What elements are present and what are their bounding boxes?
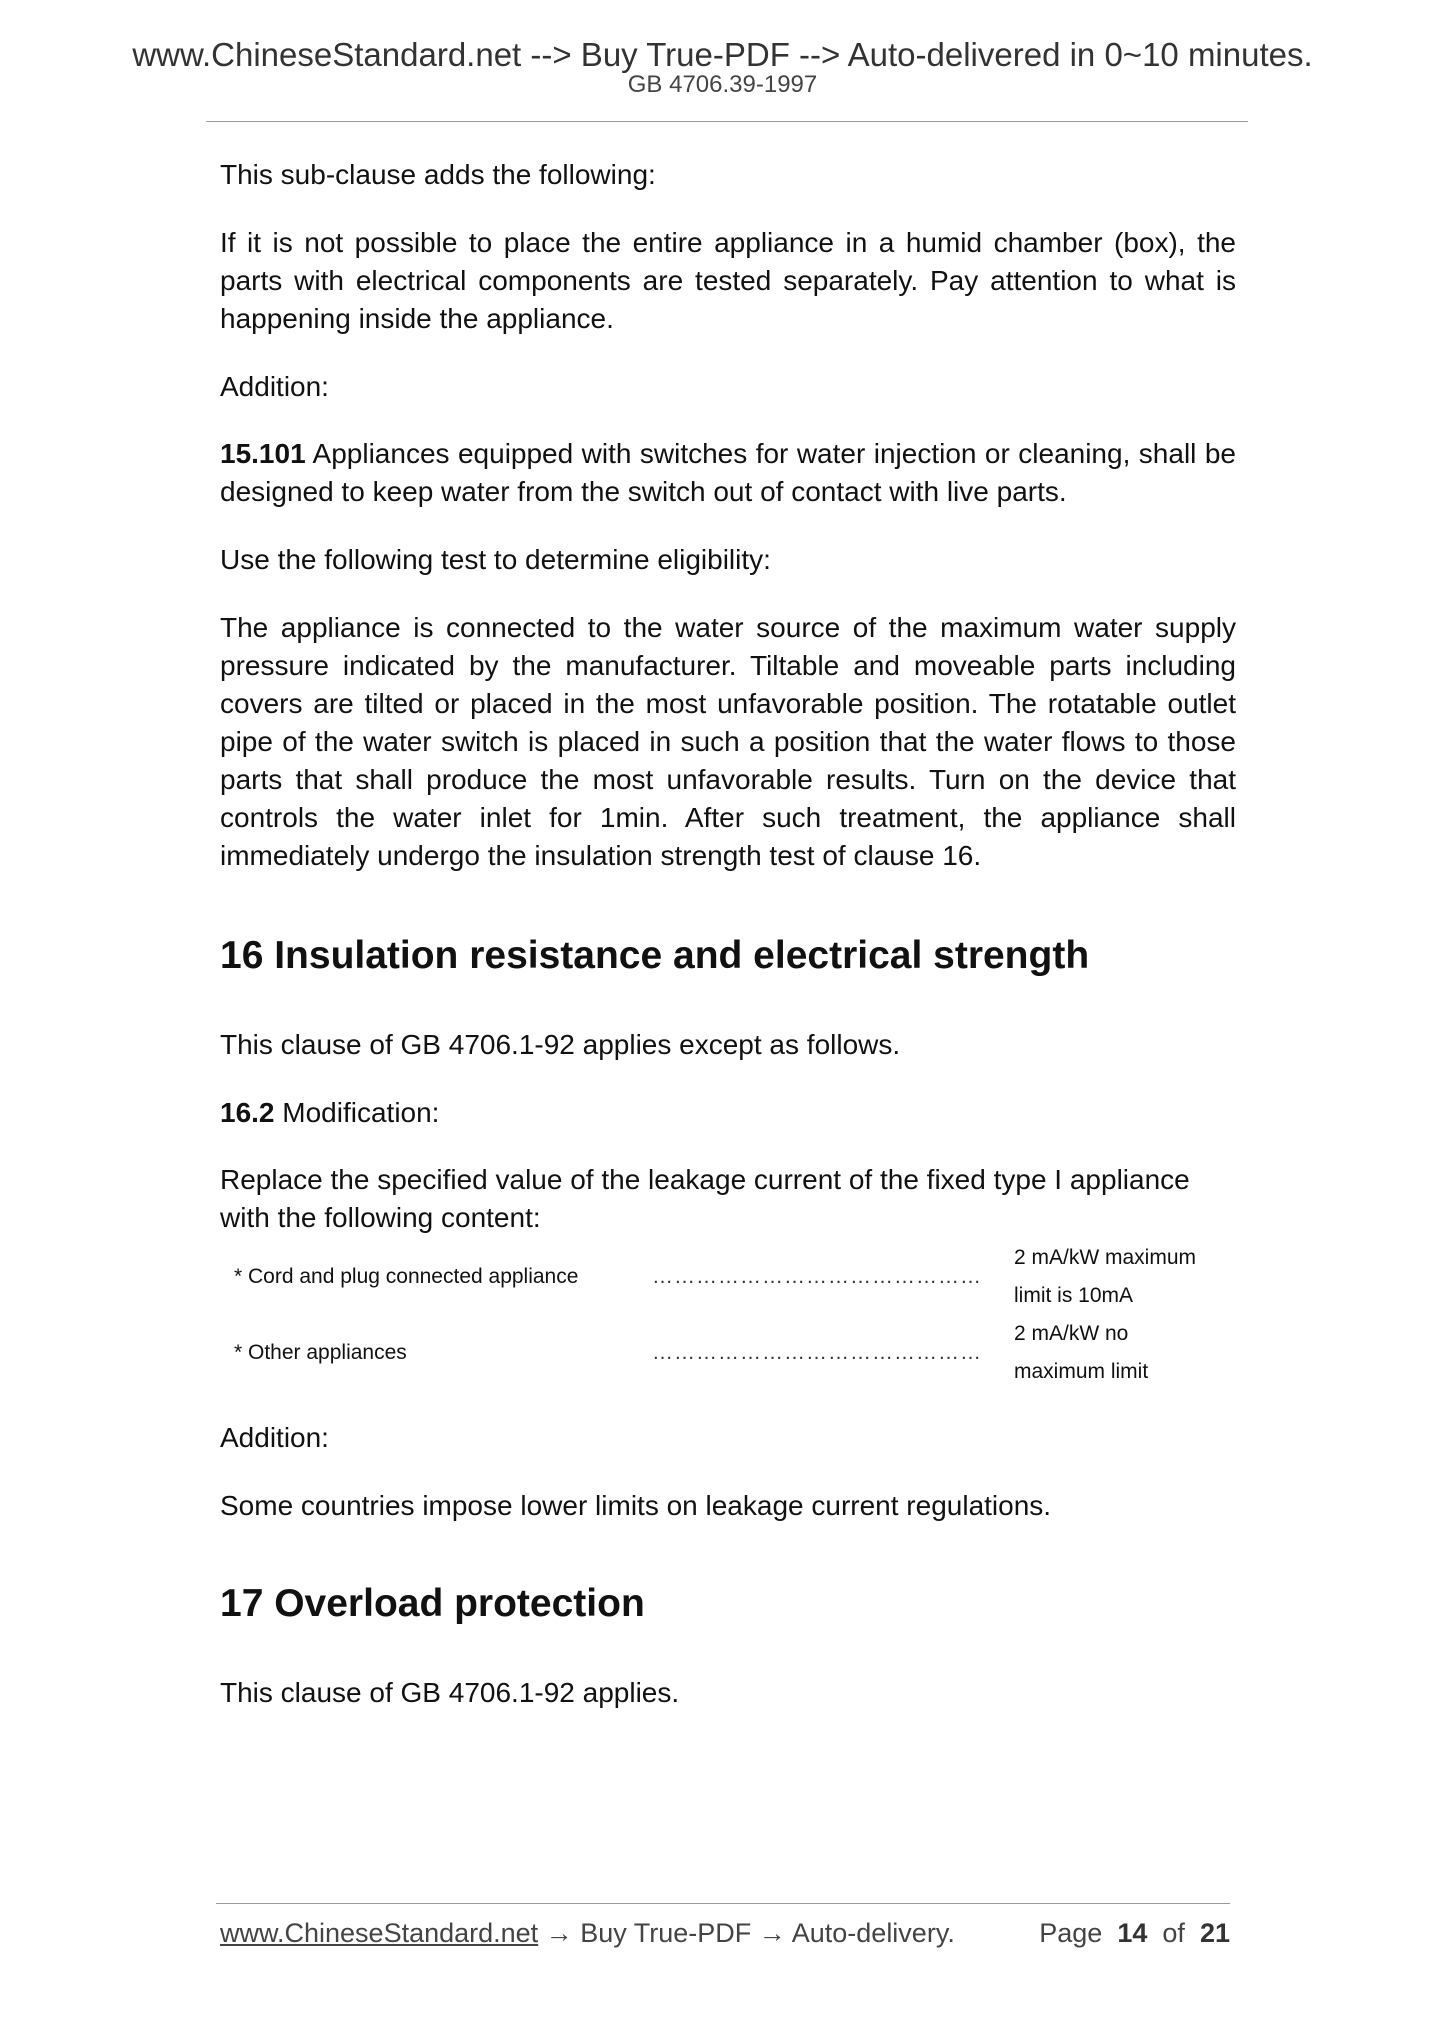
leakage-row-label: * Cord and plug connected appliance [234, 1265, 579, 1288]
of-word: of [1162, 1918, 1185, 1948]
leakage-row-value [1014, 1315, 1224, 1391]
footer-divider [216, 1903, 1230, 1904]
leader-dots: ……………………………………… [652, 1341, 982, 1364]
page-footer [220, 1920, 1230, 1947]
paragraph-humid-chamber: If it is not possible to place the entire appliance in a humid chamber (box), the parts with electrical components are tested separately. Pay attention to what is happening inside the appliance. [220, 227, 1236, 334]
leader-dots: ……………………………………… [652, 1265, 982, 1288]
heading-clause-16: 16 Insulation resistance and electrical strength [220, 934, 1090, 977]
footer-site-link[interactable]: www.ChineseStandard.net [220, 1918, 539, 1948]
clause-text: Modification: [274, 1097, 440, 1128]
paragraph-addition-1: Addition: [220, 371, 329, 402]
clause-16-2 [220, 1094, 1236, 1132]
site-banner: www.ChineseStandard.net --> Buy True-PDF --> Auto-delivered in 0~10 minutes. [132, 36, 1313, 73]
paragraph-lower-limits: Some countries impose lower limits on leakage current regulations. [220, 1490, 1052, 1521]
page-number: 14 [1117, 1918, 1148, 1948]
value-line-2: limit is 10mA [1014, 1284, 1134, 1307]
document-id: GB 4706.39-1997 [627, 71, 818, 98]
value-line-2: maximum limit [1014, 1360, 1149, 1383]
value-line-1: 2 mA/kW maximum [1014, 1246, 1197, 1269]
footer-text: → Buy True-PDF → Auto-delivery. [538, 1918, 955, 1948]
leakage-row-other [234, 1315, 1234, 1391]
clause-text: Appliances equipped with switches for water injection or cleaning, shall be designed to keep water from the switch out of contact with live parts. [220, 438, 1236, 507]
paragraph-leakage-replace: Replace the specified value of the leakage current of the fixed type I appliance with the following content: [220, 1164, 1190, 1233]
paragraph-subclause-intro: This sub-clause adds the following: [220, 159, 656, 190]
heading-clause-17: 17 Overload protection [220, 1582, 645, 1625]
paragraph-clause-16-applies: This clause of GB 4706.1-92 applies except as follows. [220, 1029, 901, 1060]
paragraph-addition-2: Addition: [220, 1422, 329, 1453]
leakage-row-value [1014, 1239, 1224, 1315]
paragraph-clause-17-applies: This clause of GB 4706.1-92 applies. [220, 1677, 680, 1708]
paragraph-test-procedure: The appliance is connected to the water source of the maximum water supply pressure indicated by the manufacturer. Tiltable and moveable parts including covers are tilted or placed in the most unfavorable position. The rotatable outlet pipe of the water switch is placed in such a position that the water flows to those parts that shall produce the most unfavorable results. Turn on the device that controls the water inlet for 1min. After such treatment, the appliance shall immediately undergo the insulation strength test of clause 16. [220, 612, 1236, 871]
paragraph-test-intro: Use the following test to determine eligibility: [220, 544, 771, 575]
page-indicator [1039, 1920, 1230, 1947]
header-divider [206, 121, 1248, 122]
clause-number: 16.2 [220, 1097, 275, 1128]
page-total: 21 [1199, 1918, 1230, 1948]
clause-15-101 [220, 435, 1236, 511]
clause-number: 15.101 [220, 438, 306, 469]
page-word: Page [1039, 1918, 1103, 1948]
value-line-1: 2 mA/kW no [1014, 1322, 1129, 1345]
leakage-row-label: * Other appliances [234, 1341, 407, 1364]
leakage-row-cord-plug [234, 1239, 1234, 1315]
